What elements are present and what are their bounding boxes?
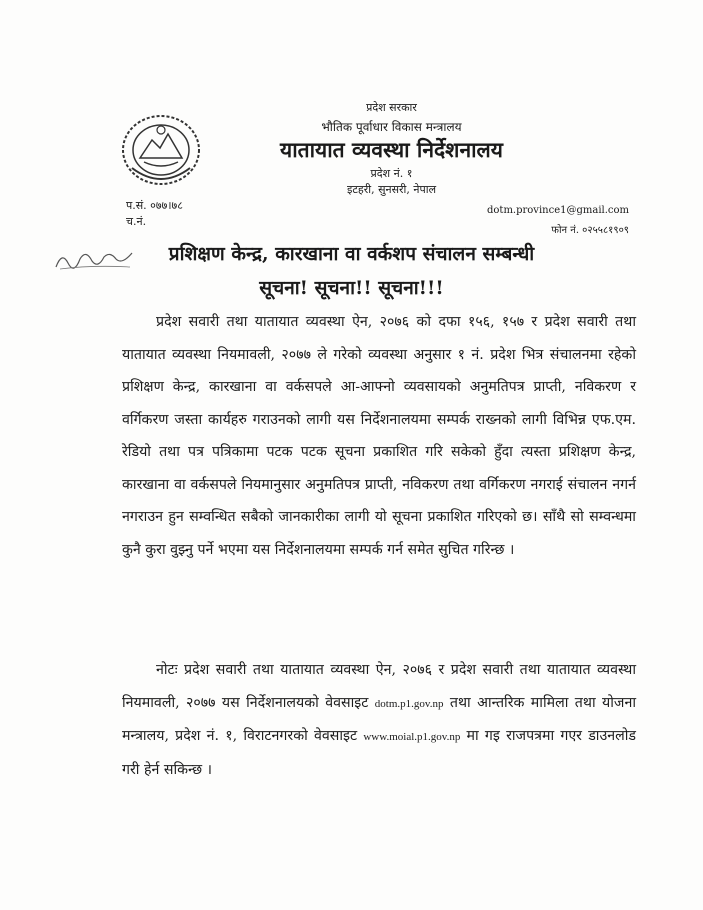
notice-body: प्रदेश सवारी तथा यातायात व्यवस्था ऐन, २०७६ को दफा १५६, १५७ र प्रदेश सवारी तथा यातायात व्यवस्था नियमावली, २०७७ ले गरेको व्यवस्था अनुसार १ नं. प्रदेश भित्र संचालनमा रहेको प्रशिक्षण केन्द्र, कारखाना वा वर्कसपले आ-आफ्नो व्यवसायको अनुमतिपत्र प्राप्ती, नविकरण र वर्गिकरण जस्ता कार्यहरु गराउनको लागी यस निर्देशनालयमा सम्पर्क राख्नको लागी विभिन्न एफ.एम. रेडियो तथा पत्र पत्रिकामा पटक पटक सूचना प्रकाशित गरि सकेको हुँदा त्यस्ता प्रशिक्षण केन्द्र, कारखाना वा वर्कसपले नियमानुसार अनुमतिपत्र प्राप्ती, नविकरण तथा वर्गिकरण नगराई संचालन नगर्न नगराउन हुन सम्वन्धित सबैको जानकारीका लागी यो सूचना प्रकाशित गरिएको छ। साँथै सो सम्वन्धमा कुनै कुरा वुझ्नु पर्ने भएमा यस निर्देशनालयमा सम्पर्क गर्न समेत सुचित गरिन्छ ।: [122, 314, 636, 558]
ministry-website-link[interactable]: www.moial.p1.gov.np: [363, 731, 461, 743]
province-name: प्रदेश नं. १: [370, 167, 413, 180]
dispatch-number: च.नं.: [126, 215, 147, 228]
notice-title: प्रशिक्षण केन्द्र, कारखाना वा वर्कशप संचालन सम्बन्धी: [168, 243, 535, 265]
note-text-1: नोटः प्रदेश सवारी तथा यातायात व्यवस्था ऐन, २०७६ र प्रदेश सवारी तथा यातायात व्यवस्था नियमावली, २०७७ यस निर्देशनालयको वेवसाइट: [122, 662, 636, 711]
directorate-name: यातायात व्यवस्था निर्देशनालय: [280, 137, 503, 162]
contact-phone: फोन नं. ०२५५८१९०९: [551, 225, 629, 236]
contact-email: dotm.province1@gmail.com: [487, 205, 629, 216]
note-paragraph: [122, 654, 636, 786]
directorate-website-link[interactable]: dotm.p1.gov.np: [374, 697, 444, 710]
letter-reference-number: प.सं. ०७७।७८: [126, 199, 183, 212]
ministry-name: भौतिक पूर्वाधार विकास मन्त्रालय: [321, 120, 462, 134]
government-name: प्रदेश सरकार: [366, 101, 417, 114]
office-address: इटहरी, सुनसरी, नेपाल: [346, 183, 437, 196]
notice-subtitle: सूचना! सूचना!! सूचना!!!: [259, 277, 444, 299]
note-text-2: तथा आन्तरिक मामिला तथा योजना मन्त्रालय, प्रदेश नं. १, विराटनगरको वेवसाइट: [122, 694, 637, 744]
note-text-3: मा गइ राजपत्रमा गएर डाउनलोड गरी हेर्न सकिन्छ ।: [122, 728, 636, 778]
